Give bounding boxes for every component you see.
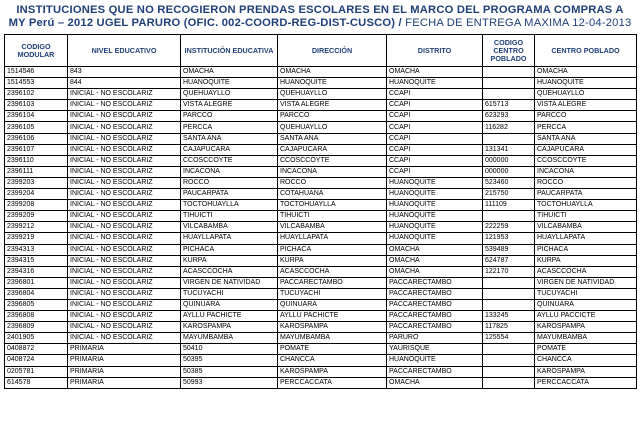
cell-direccion: QUEHUAYLLO: [278, 122, 387, 133]
table-row: [5, 288, 637, 299]
cell-distrito: PACCARECTAMBO: [387, 277, 483, 288]
cell-centro-poblado: TOCTOHUAYLLA: [535, 200, 637, 211]
cell-centro-poblado: PICHACA: [535, 244, 637, 255]
cell-centro-poblado: VILCABAMBA: [535, 222, 637, 233]
table-row: [5, 377, 637, 388]
cell-institucion-educativa: PAUCARPATA: [181, 189, 278, 200]
table-row: [5, 366, 637, 377]
cell-distrito: OMACHA: [387, 377, 483, 388]
cell-institucion-educativa: TOCTOHUAYLLA: [181, 200, 278, 211]
table-row: [5, 255, 637, 266]
cell-codigo-centro-poblado: [483, 89, 535, 100]
cell-codigo-centro-poblado: [483, 133, 535, 144]
cell-institucion-educativa: TIHUICTI: [181, 211, 278, 222]
cell-direccion: ACASCCOCHA: [278, 266, 387, 277]
cell-centro-poblado: QUEHUAYLLO: [535, 89, 637, 100]
cell-codigo-modular: 2396107: [5, 144, 68, 155]
cell-codigo-centro-poblado: [483, 67, 535, 78]
cell-nivel-educativo: INICIAL - NO ESCOLARIZ: [68, 222, 181, 233]
table-row: [5, 355, 637, 366]
cell-codigo-modular: 2396805: [5, 299, 68, 310]
table-row: [5, 222, 637, 233]
cell-nivel-educativo: INICIAL - NO ESCOLARIZ: [68, 299, 181, 310]
cell-nivel-educativo: PRIMARIA: [68, 355, 181, 366]
cell-nivel-educativo: INICIAL - NO ESCOLARIZ: [68, 200, 181, 211]
cell-nivel-educativo: INICIAL - NO ESCOLARIZ: [68, 266, 181, 277]
cell-centro-poblado: PERCCA: [535, 122, 637, 133]
table-row: [5, 155, 637, 166]
cell-centro-poblado: ROCCO: [535, 177, 637, 188]
cell-codigo-modular: 2396801: [5, 277, 68, 288]
cell-codigo-centro-poblado: 116282: [483, 122, 535, 133]
cell-direccion: AYLLU PACHICTE: [278, 311, 387, 322]
cell-distrito: OMACHA: [387, 255, 483, 266]
cell-codigo-modular: 0408872: [5, 344, 68, 355]
cell-distrito: PACCARECTAMBO: [387, 299, 483, 310]
delivery-date: FECHA DE ENTREGA MAXIMA 12-04-2013: [405, 17, 632, 29]
cell-codigo-centro-poblado: 125554: [483, 333, 535, 344]
cell-centro-poblado: AYLLU PACCICTE: [535, 311, 637, 322]
cell-distrito: CCAPI: [387, 144, 483, 155]
document-title: [0, 0, 640, 30]
cell-centro-poblado: HUANOQUITE: [535, 78, 637, 89]
cell-codigo-modular: 2401905: [5, 333, 68, 344]
cell-direccion: KAROSPAMPA: [278, 366, 387, 377]
cell-nivel-educativo: INICIAL - NO ESCOLARIZ: [68, 333, 181, 344]
cell-codigo-modular: 0205781: [5, 366, 68, 377]
cell-direccion: CAJAPUCARA: [278, 144, 387, 155]
table-row: [5, 277, 637, 288]
cell-centro-poblado: QUINUARA: [535, 299, 637, 310]
cell-nivel-educativo: INICIAL - NO ESCOLARIZ: [68, 244, 181, 255]
table-header-row: [5, 35, 637, 67]
cell-nivel-educativo: INICIAL - NO ESCOLARIZ: [68, 177, 181, 188]
cell-direccion: TUCUYACHI: [278, 288, 387, 299]
cell-direccion: PICHACA: [278, 244, 387, 255]
cell-centro-poblado: CCOSCCOYTE: [535, 155, 637, 166]
cell-nivel-educativo: INICIAL - NO ESCOLARIZ: [68, 189, 181, 200]
cell-codigo-centro-poblado: [483, 78, 535, 89]
cell-nivel-educativo: INICIAL - NO ESCOLARIZ: [68, 311, 181, 322]
table-row: [5, 67, 637, 78]
cell-codigo-modular: 2396104: [5, 111, 68, 122]
cell-nivel-educativo: INICIAL - NO ESCOLARIZ: [68, 211, 181, 222]
cell-direccion: PARCCO: [278, 111, 387, 122]
table-row: [5, 100, 637, 111]
cell-institucion-educativa: VIRGEN DE NATIVIDAD: [181, 277, 278, 288]
table-row: [5, 299, 637, 310]
cell-codigo-modular: 2396808: [5, 311, 68, 322]
cell-centro-poblado: PAUCARPATA: [535, 189, 637, 200]
cell-codigo-centro-poblado: [483, 366, 535, 377]
cell-codigo-centro-poblado: [483, 288, 535, 299]
cell-codigo-centro-poblado: 121953: [483, 233, 535, 244]
cell-distrito: OMACHA: [387, 244, 483, 255]
cell-distrito: PACCARECTAMBO: [387, 311, 483, 322]
cell-direccion: KURPA: [278, 255, 387, 266]
table-row: [5, 233, 637, 244]
cell-institucion-educativa: ROCCO: [181, 177, 278, 188]
cell-codigo-centro-poblado: 539489: [483, 244, 535, 255]
cell-distrito: CCAPI: [387, 89, 483, 100]
cell-codigo-modular: 2396102: [5, 89, 68, 100]
cell-centro-poblado: VIRGEN DE NATIVIDAD: [535, 277, 637, 288]
cell-distrito: HUANOQUITE: [387, 78, 483, 89]
table-row: [5, 200, 637, 211]
cell-codigo-modular: 1514553: [5, 78, 68, 89]
cell-direccion: POMATE: [278, 344, 387, 355]
table-row: [5, 122, 637, 133]
cell-institucion-educativa: KAROSPAMPA: [181, 322, 278, 333]
cell-distrito: CCAPI: [387, 100, 483, 111]
cell-codigo-centro-poblado: 615713: [483, 100, 535, 111]
cell-codigo-centro-poblado: [483, 344, 535, 355]
cell-institucion-educativa: INCACONA: [181, 166, 278, 177]
cell-nivel-educativo: INICIAL - NO ESCOLARIZ: [68, 100, 181, 111]
cell-codigo-modular: 2396804: [5, 288, 68, 299]
cell-codigo-centro-poblado: 122170: [483, 266, 535, 277]
cell-direccion: VILCABAMBA: [278, 222, 387, 233]
cell-direccion: INCACONA: [278, 166, 387, 177]
cell-direccion: TIHUICTI: [278, 211, 387, 222]
cell-centro-poblado: INCACONA: [535, 166, 637, 177]
cell-institucion-educativa: 50385: [181, 366, 278, 377]
cell-codigo-modular: 2399203: [5, 177, 68, 188]
cell-direccion: VISTA ALEGRE: [278, 100, 387, 111]
cell-institucion-educativa: 50993: [181, 377, 278, 388]
cell-centro-poblado: POMATE: [535, 344, 637, 355]
cell-nivel-educativo: INICIAL - NO ESCOLARIZ: [68, 111, 181, 122]
cell-centro-poblado: OMACHA: [535, 67, 637, 78]
table-row: [5, 344, 637, 355]
cell-distrito: CCAPI: [387, 122, 483, 133]
cell-codigo-modular: 2396106: [5, 133, 68, 144]
cell-direccion: OMACHA: [278, 67, 387, 78]
cell-institucion-educativa: VILCABAMBA: [181, 222, 278, 233]
cell-nivel-educativo: INICIAL - NO ESCOLARIZ: [68, 155, 181, 166]
cell-nivel-educativo: INICIAL - NO ESCOLARIZ: [68, 233, 181, 244]
cell-nivel-educativo: 843: [68, 67, 181, 78]
cell-codigo-modular: 2396111: [5, 166, 68, 177]
table-row: [5, 177, 637, 188]
cell-direccion: COTAHUANA: [278, 189, 387, 200]
cell-distrito: CCAPI: [387, 155, 483, 166]
cell-distrito: HUANOQUITE: [387, 211, 483, 222]
cell-institucion-educativa: SANTA ANA: [181, 133, 278, 144]
column-header-institucion-educativa: INSTITUCIÓN EDUCATIVA: [181, 35, 278, 67]
cell-institucion-educativa: HUANOQUITE: [181, 78, 278, 89]
cell-direccion: ROCCO: [278, 177, 387, 188]
cell-codigo-modular: 2394315: [5, 255, 68, 266]
cell-institucion-educativa: MAYUMBAMBA: [181, 333, 278, 344]
cell-nivel-educativo: INICIAL - NO ESCOLARIZ: [68, 255, 181, 266]
table-body: [5, 67, 637, 389]
cell-direccion: CHANCCA: [278, 355, 387, 366]
cell-codigo-centro-poblado: [483, 299, 535, 310]
cell-institucion-educativa: OMACHA: [181, 67, 278, 78]
cell-codigo-modular: 2394313: [5, 244, 68, 255]
cell-distrito: PARURO: [387, 333, 483, 344]
cell-codigo-centro-poblado: 624787: [483, 255, 535, 266]
cell-distrito: CCAPI: [387, 166, 483, 177]
cell-codigo-centro-poblado: 222259: [483, 222, 535, 233]
cell-institucion-educativa: CCOSCCOYTE: [181, 155, 278, 166]
cell-distrito: YAURISQUE: [387, 344, 483, 355]
cell-codigo-modular: 2399204: [5, 189, 68, 200]
cell-institucion-educativa: AYLLU PACHICTE: [181, 311, 278, 322]
cell-codigo-centro-poblado: [483, 377, 535, 388]
cell-nivel-educativo: INICIAL - NO ESCOLARIZ: [68, 133, 181, 144]
cell-institucion-educativa: PICHACA: [181, 244, 278, 255]
cell-institucion-educativa: ACASCCOCHA: [181, 266, 278, 277]
cell-distrito: PACCARECTAMBO: [387, 366, 483, 377]
cell-codigo-centro-poblado: 000000: [483, 166, 535, 177]
cell-centro-poblado: PARCCO: [535, 111, 637, 122]
cell-centro-poblado: MAYUMBAMBA: [535, 333, 637, 344]
cell-codigo-centro-poblado: 111109: [483, 200, 535, 211]
cell-codigo-centro-poblado: 215750: [483, 189, 535, 200]
cell-institucion-educativa: PARCCO: [181, 111, 278, 122]
cell-nivel-educativo: INICIAL - NO ESCOLARIZ: [68, 89, 181, 100]
cell-institucion-educativa: QUEHUAYLLO: [181, 89, 278, 100]
cell-codigo-modular: 2396809: [5, 322, 68, 333]
column-header-nivel-educativo: NIVEL EDUCATIVO: [68, 35, 181, 67]
cell-centro-poblado: TIHUICTI: [535, 211, 637, 222]
cell-codigo-centro-poblado: [483, 277, 535, 288]
cell-nivel-educativo: INICIAL - NO ESCOLARIZ: [68, 144, 181, 155]
cell-distrito: HUANOQUITE: [387, 222, 483, 233]
cell-centro-poblado: CHANCCA: [535, 355, 637, 366]
title-line-2-main: MY Perú – 2012 UGEL PARURO (OFIC. 002-COORD-REG-DIST-CUSCO): [8, 17, 396, 29]
table-row: [5, 311, 637, 322]
table-row: [5, 189, 637, 200]
table-row: [5, 111, 637, 122]
cell-codigo-centro-poblado: [483, 211, 535, 222]
title-separator: /: [395, 17, 406, 29]
cell-institucion-educativa: 50395: [181, 355, 278, 366]
cell-distrito: PACCARECTAMBO: [387, 288, 483, 299]
cell-centro-poblado: VISTA ALEGRE: [535, 100, 637, 111]
table-row: [5, 133, 637, 144]
cell-centro-poblado: KAROSPAMPA: [535, 366, 637, 377]
cell-codigo-modular: 0408724: [5, 355, 68, 366]
cell-institucion-educativa: VISTA ALEGRE: [181, 100, 278, 111]
cell-centro-poblado: CAJAPUCARA: [535, 144, 637, 155]
table-row: [5, 89, 637, 100]
table-row: [5, 266, 637, 277]
cell-centro-poblado: PERCCACCATA: [535, 377, 637, 388]
column-header-direccion: DIRECCIÓN: [278, 35, 387, 67]
cell-codigo-modular: 2399209: [5, 211, 68, 222]
cell-nivel-educativo: INICIAL - NO ESCOLARIZ: [68, 166, 181, 177]
cell-direccion: HUAYLLAPATA: [278, 233, 387, 244]
cell-codigo-centro-poblado: 131341: [483, 144, 535, 155]
table-row: [5, 333, 637, 344]
cell-codigo-centro-poblado: 000000: [483, 155, 535, 166]
cell-codigo-modular: 2399212: [5, 222, 68, 233]
cell-codigo-modular: 2396103: [5, 100, 68, 111]
cell-centro-poblado: HUAYLLAPATA: [535, 233, 637, 244]
title-line-2: [2, 17, 638, 30]
cell-nivel-educativo: INICIAL - NO ESCOLARIZ: [68, 288, 181, 299]
cell-distrito: HUANOQUITE: [387, 189, 483, 200]
cell-codigo-modular: 2396105: [5, 122, 68, 133]
cell-codigo-modular: 1514546: [5, 67, 68, 78]
cell-institucion-educativa: TUCUYACHI: [181, 288, 278, 299]
cell-direccion: QUEHUAYLLO: [278, 89, 387, 100]
column-header-centro-poblado: CENTRO POBLADO: [535, 35, 637, 67]
institutions-table: [4, 34, 637, 389]
cell-distrito: CCAPI: [387, 111, 483, 122]
column-header-distrito: DISTRITO: [387, 35, 483, 67]
title-line-1: INSTITUCIONES QUE NO RECOGIERON PRENDAS ESCOLARES EN EL MARCO DEL PROGRAMA COMPRAS A: [16, 4, 624, 16]
cell-centro-poblado: KAROSPAMPA: [535, 322, 637, 333]
cell-direccion: PERCCACCATA: [278, 377, 387, 388]
table-row: [5, 244, 637, 255]
cell-institucion-educativa: KURPA: [181, 255, 278, 266]
cell-distrito: HUANOQUITE: [387, 200, 483, 211]
cell-nivel-educativo: 844: [68, 78, 181, 89]
cell-direccion: CCOSCCOYTE: [278, 155, 387, 166]
cell-codigo-centro-poblado: 523460: [483, 177, 535, 188]
cell-codigo-centro-poblado: 623293: [483, 111, 535, 122]
cell-codigo-centro-poblado: [483, 355, 535, 366]
column-header-codigo-centro-poblado: CODIGO CENTRO POBLADO: [483, 35, 535, 67]
cell-distrito: HUANOQUITE: [387, 355, 483, 366]
cell-codigo-modular: 2394316: [5, 266, 68, 277]
cell-direccion: PACCARECTAMBO: [278, 277, 387, 288]
cell-direccion: TOCTOHUAYLLA: [278, 200, 387, 211]
cell-codigo-modular: 2399219: [5, 233, 68, 244]
cell-codigo-modular: 614578: [5, 377, 68, 388]
cell-nivel-educativo: PRIMARIA: [68, 377, 181, 388]
table-row: [5, 78, 637, 89]
cell-centro-poblado: ACASCCOCHA: [535, 266, 637, 277]
cell-institucion-educativa: QUINUARA: [181, 299, 278, 310]
cell-direccion: KAROSPAMPA: [278, 322, 387, 333]
cell-distrito: OMACHA: [387, 266, 483, 277]
table-row: [5, 211, 637, 222]
cell-direccion: MAYUMBAMBA: [278, 333, 387, 344]
cell-centro-poblado: KURPA: [535, 255, 637, 266]
cell-direccion: HUANOQUITE: [278, 78, 387, 89]
cell-institucion-educativa: HUAYLLAPATA: [181, 233, 278, 244]
cell-codigo-centro-poblado: 117825: [483, 322, 535, 333]
cell-centro-poblado: SANTA ANA: [535, 133, 637, 144]
cell-nivel-educativo: INICIAL - NO ESCOLARIZ: [68, 322, 181, 333]
cell-codigo-modular: 2396110: [5, 155, 68, 166]
table-row: [5, 144, 637, 155]
cell-direccion: QUINUARA: [278, 299, 387, 310]
cell-institucion-educativa: PERCCA: [181, 122, 278, 133]
cell-codigo-modular: 2399208: [5, 200, 68, 211]
cell-institucion-educativa: CAJAPUCARA: [181, 144, 278, 155]
cell-distrito: PACCARECTAMBO: [387, 322, 483, 333]
cell-institucion-educativa: 50410: [181, 344, 278, 355]
cell-nivel-educativo: INICIAL - NO ESCOLARIZ: [68, 122, 181, 133]
column-header-codigo-modular: CODIGO MODULAR: [5, 35, 68, 67]
cell-distrito: OMACHA: [387, 67, 483, 78]
cell-centro-poblado: TUCUYACHI: [535, 288, 637, 299]
table-row: [5, 322, 637, 333]
table-row: [5, 166, 637, 177]
cell-nivel-educativo: PRIMARIA: [68, 366, 181, 377]
cell-distrito: HUANOQUITE: [387, 177, 483, 188]
cell-codigo-centro-poblado: 133245: [483, 311, 535, 322]
cell-distrito: HUANOQUITE: [387, 233, 483, 244]
cell-distrito: CCAPI: [387, 133, 483, 144]
cell-direccion: SANTA ANA: [278, 133, 387, 144]
cell-nivel-educativo: PRIMARIA: [68, 344, 181, 355]
cell-nivel-educativo: INICIAL - NO ESCOLARIZ: [68, 277, 181, 288]
